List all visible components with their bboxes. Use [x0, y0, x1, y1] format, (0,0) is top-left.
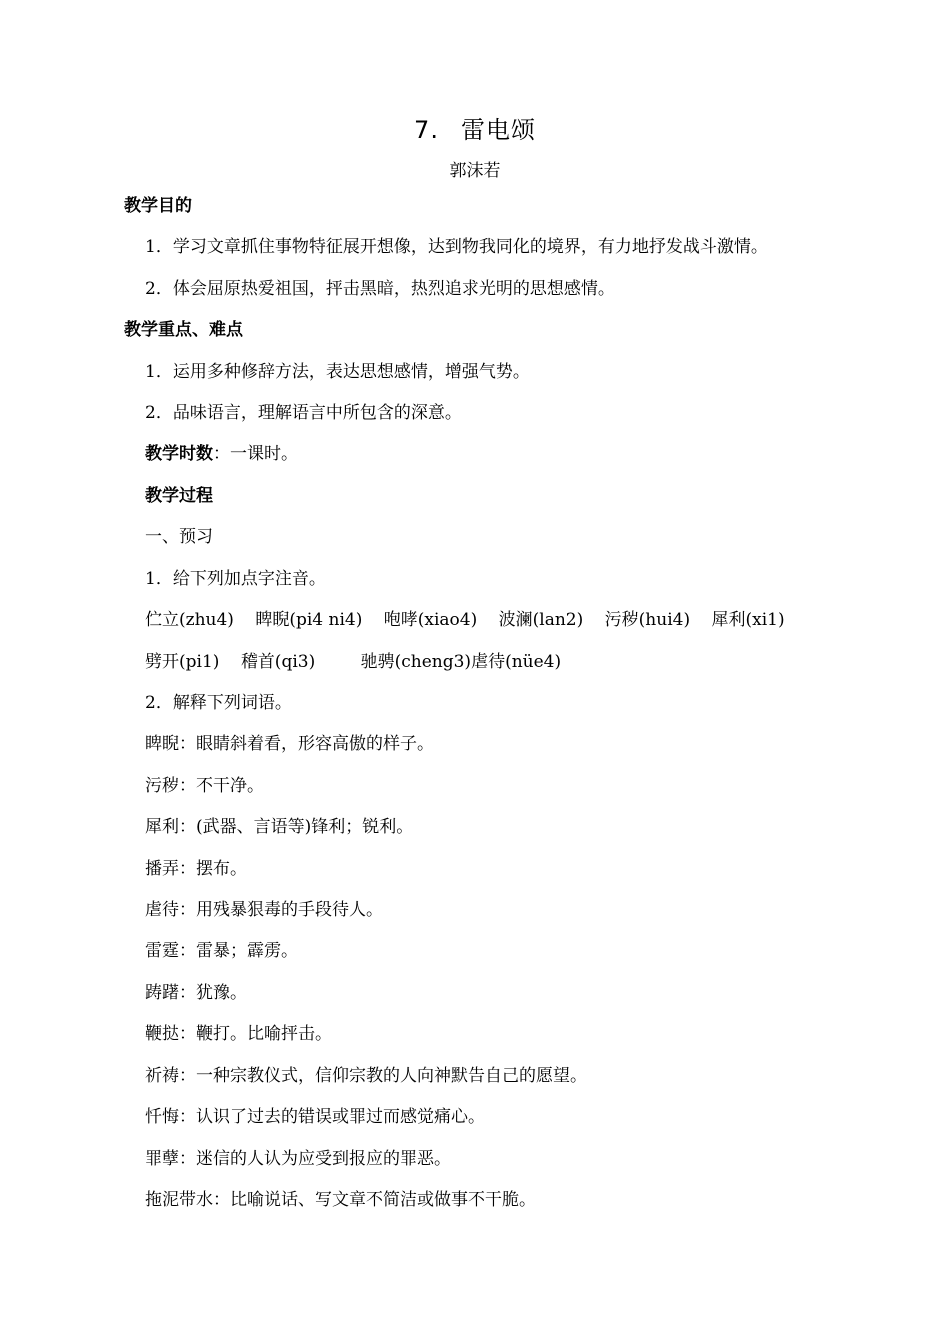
definition-item: 祈祷：一种宗教仪式，信仰宗教的人向神默告自己的愿望。	[145, 1066, 587, 1086]
definition-item: 拖泥带水：比喻说话、写文章不简洁或做事不干脆。	[145, 1190, 536, 1210]
definition-item: 鞭挞：鞭打。比喻抨击。	[145, 1024, 332, 1044]
pinyin-item: 犀利(xi1)	[711, 610, 785, 630]
goal-item: 1．学习文章抓住事物特征展开想像，达到物我同化的境界，有力地抒发战斗激情。	[145, 237, 768, 257]
pinyin-item: 伫立(zhu4)	[145, 610, 234, 630]
lesson-title-text: 雷电颂	[460, 116, 536, 144]
definition-item: 污秽：不干净。	[145, 776, 264, 796]
pinyin-item: 咆哮(xiao4)	[383, 610, 478, 630]
pinyin-row	[145, 651, 561, 673]
definition-item: 虐待：用残暴狠毒的手段待人。	[145, 900, 383, 920]
definition-item: 罪孽：迷信的人认为应受到报应的罪恶。	[145, 1149, 451, 1169]
definition-item: 踌躇：犹豫。	[145, 983, 247, 1003]
definition-item: 雷霆：雷暴；霹雳。	[145, 941, 298, 961]
teaching-time-value: ：一课时。	[213, 444, 298, 464]
pinyin-row	[145, 609, 785, 631]
process-heading: 教学过程	[145, 486, 213, 506]
pinyin-item: 劈开(pi1)	[145, 652, 220, 672]
goals-heading: 教学目的	[124, 196, 192, 216]
pinyin-item: 污秽(hui4)	[604, 610, 691, 630]
pinyin-item: 睥睨(pi4 ni4)	[255, 610, 363, 630]
preview-heading: 一、预习	[145, 527, 213, 547]
focus-item: 2．品味语言，理解语言中所包含的深意。	[145, 403, 462, 423]
definition-item: 睥睨：眼睛斜着看，形容高傲的样子。	[145, 734, 434, 754]
lesson-number: 7.	[414, 116, 439, 144]
pinyin-item: 驰骋(cheng3)虐待(nüe4)	[360, 652, 562, 672]
goal-item: 2．体会屈原热爱祖国，抨击黑暗，热烈追求光明的思想感情。	[145, 279, 615, 299]
teaching-time-label: 教学时数	[145, 444, 213, 464]
focus-heading: 教学重点、难点	[124, 320, 243, 340]
definition-item: 播弄：摆布。	[145, 859, 247, 879]
pinyin-item: 稽首(qi3)	[240, 652, 316, 672]
definition-item: 忏悔：认识了过去的错误或罪过而感觉痛心。	[145, 1107, 485, 1127]
pinyin-item: 波澜(lan2)	[498, 610, 584, 630]
teaching-time	[145, 443, 298, 465]
task-pronunciation: 1．给下列加点字注音。	[145, 569, 326, 589]
task-definitions: 2．解释下列词语。	[145, 693, 292, 713]
focus-item: 1．运用多种修辞方法，表达思想感情，增强气势。	[145, 362, 530, 382]
lesson-title	[0, 110, 950, 145]
definition-item: 犀利：(武器、言语等)锋利；锐利。	[145, 817, 414, 837]
author: 郭沫若	[449, 161, 501, 181]
